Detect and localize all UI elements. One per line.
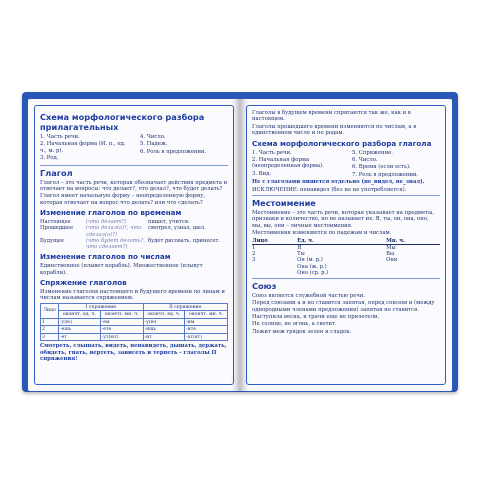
table-header: I спряжение <box>59 303 143 311</box>
left-page-frame <box>34 105 234 385</box>
verb-initial-form: Глагол имеет начальную форму – неопределенную форму, которая отвечает на вопрос что делать? или что сделать? <box>40 193 206 206</box>
pronoun-declension: Местоимения изменяются по падежам и числам. <box>252 230 392 237</box>
tense-heading: Изменение глаголов по временам <box>40 208 182 218</box>
table-row: 1 Я Мы <box>252 244 396 251</box>
table-subheader: окончт. мн. ч. <box>100 311 143 319</box>
table-subheader: окончт. ед. ч. <box>143 311 185 319</box>
table-row: Оно (ср. р.) <box>297 269 329 276</box>
left-page <box>28 99 240 391</box>
ne-rule: Не с глаголами пишется отдельно (не_видел, не_знал). <box>252 179 425 186</box>
scheme-item: 6. Время (если есть). <box>352 164 411 171</box>
table-header-row: Лицо Ед. ч. Мн. ч. <box>252 238 440 245</box>
table-subheader: окончт. мн. ч. <box>185 311 228 319</box>
table-row: 1 -у(ю) -ем -у(ю) -им <box>41 318 228 326</box>
number-text: Единственное (плывет корабль). Множественное (плывут корабли). <box>40 263 203 276</box>
scheme-item: 4. Число. <box>140 134 166 140</box>
scheme-item: 2. Начальная форма (И. п., ед. ч., м. р). <box>40 141 126 154</box>
scheme-item: 5. Падеж. <box>140 141 168 148</box>
conjugation-heading: Спряжение глаголов <box>40 278 127 288</box>
conjugation-table <box>40 303 228 342</box>
past-text: Глаголы прошедшего времени изменяются по числам, а в единственном числе и по родам. <box>252 123 417 137</box>
right-page-frame <box>246 105 446 385</box>
table-row: 3 -ет -ут(ют) -ит -ат(ят) <box>41 333 228 341</box>
union-example: Не солнце, не огонь, а светит. <box>252 321 337 328</box>
divider <box>252 278 440 279</box>
adjective-scheme-title: Схема морфологического разбора прилагательных <box>40 112 205 132</box>
conjugation-text: Изменение глаголов настоящего и будущего времени по лицам и числам называется спряжением. <box>40 289 225 302</box>
verb-definition: Глагол – это часть речи, которая обозначает действия предмета и отвечает на вопросы: что делает?, что делал?, что будет делать? <box>40 179 228 193</box>
table-row: Она (ж. р.) <box>297 263 327 270</box>
union-heading: Союз <box>252 280 277 291</box>
table-header: II спряжение <box>143 303 227 311</box>
table-subheader: окончт. ед. ч. <box>59 311 101 319</box>
union-text: Союз является служебной частью речи. <box>252 292 366 299</box>
verb-heading: Глагол <box>40 167 73 178</box>
pronoun-heading: Местоимение <box>252 198 316 209</box>
union-example: Лежит меж грядок зелен и сладок. <box>252 328 352 335</box>
scheme-item: 1. Часть речи. <box>40 134 80 140</box>
scheme-item: 1. Часть речи. <box>252 149 292 156</box>
union-example: Наступила весна, и грачи еще не прилетели. <box>252 314 380 321</box>
number-heading: Изменение глаголов по числам <box>40 252 171 262</box>
table-header: Лицо <box>41 303 59 318</box>
scheme-item: 3. Вид. <box>252 170 272 177</box>
exceptions-note: Смотреть, слышать, видеть, ненавидеть, дышать, держать, обидеть, гнать, вертеть, зависеть и терпеть - глаголы II спряжения! <box>40 343 227 363</box>
table-row: 2 Ты Вы <box>252 251 395 258</box>
tense-row: Будущее (что будет делать?, что сделает?) будет рисовать, принесет. <box>40 237 221 251</box>
divider <box>252 195 440 196</box>
divider <box>40 165 228 166</box>
right-page <box>240 99 452 391</box>
ne-exception: ИСКЛЮЧЕНИЕ: ненавидел (без не не употребляется). <box>252 186 407 193</box>
table-row: 2 -ешь -ете -ишь -ите <box>41 326 228 334</box>
adjective-scheme <box>40 134 228 163</box>
table-row: 3 Он (м. р.) Они <box>252 257 398 264</box>
tense-row: Прошедшее (что делал(а)?, что сделал(а)?) смотрел, узнал, шел. <box>40 225 206 238</box>
pronoun-table <box>252 238 440 276</box>
future-text: Глаголы в будущем времени спрягаются так же, как и в настоящем. <box>252 110 411 123</box>
verb-scheme <box>252 150 440 180</box>
scheme-item: 5. Спряжение. <box>352 149 393 156</box>
scheme-item: 3. Род. <box>40 155 59 162</box>
scheme-item: 7. Роль в предложении. <box>352 171 419 178</box>
scheme-item: 6. Число. <box>352 157 378 164</box>
union-text: Перед союзами а и но ставится запятая, перед союзом и (между однородными членами предложения) запятая не ставится. <box>252 300 435 313</box>
pronoun-definition: Местоимение – это часть речи, которая указывает на предметы, признаки и количество, но не называет их. Я, ты, он, она, оно, мы, вы, они – личные местоимения. <box>252 210 435 229</box>
scheme-item: 2. Начальная форма (неопределенная форма). <box>252 157 324 170</box>
tense-row: Настоящее (что делает?) пишет, учится. <box>40 219 190 226</box>
verb-scheme-title: Схема морфологического разбора глагола <box>252 138 432 148</box>
scheme-item: 6. Роль в предложении. <box>140 148 207 155</box>
